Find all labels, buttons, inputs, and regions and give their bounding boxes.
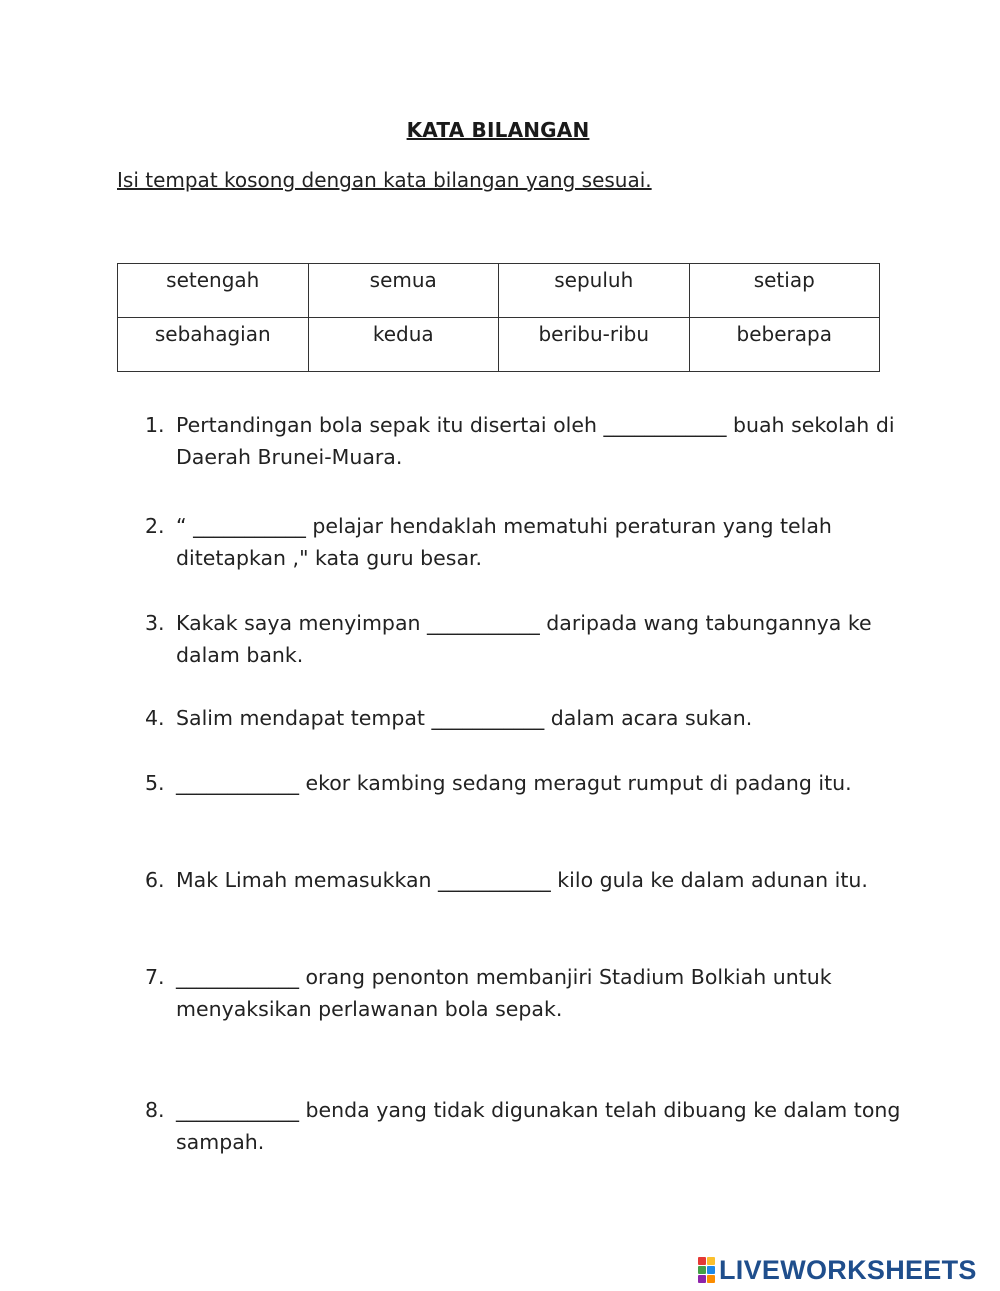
question-text: Pertandingan bola sepak itu disertai oleh ____________ buah sekolah di Daerah Brunei-Muara. bbox=[176, 413, 895, 469]
question-text: ____________ benda yang tidak digunakan telah dibuang ke dalam tong sampah. bbox=[176, 1098, 901, 1154]
question-item bbox=[145, 702, 905, 734]
question-number: 8. bbox=[145, 1098, 165, 1122]
question-text: Salim mendapat tempat ___________ dalam acara sukan. bbox=[176, 706, 753, 730]
question-item bbox=[145, 607, 905, 671]
question-number: 6. bbox=[145, 868, 165, 892]
logo-block bbox=[698, 1257, 706, 1265]
word-bank-cell: sepuluh bbox=[499, 264, 690, 318]
question-text: “ ___________ pelajar hendaklah mematuhi peraturan yang telah ditetapkan ," kata guru besar. bbox=[176, 514, 832, 570]
word-bank-cell: beribu-ribu bbox=[499, 318, 690, 372]
word-bank-row bbox=[118, 318, 880, 372]
question-text: Kakak saya menyimpan ___________ daripada wang tabungannya ke dalam bank. bbox=[176, 611, 872, 667]
question-number: 7. bbox=[145, 965, 165, 989]
question-number: 3. bbox=[145, 611, 165, 635]
word-bank-table bbox=[117, 263, 880, 372]
logo-block bbox=[707, 1275, 715, 1283]
question-number: 1. bbox=[145, 413, 165, 437]
question-number: 2. bbox=[145, 514, 165, 538]
question-text: ____________ orang penonton membanjiri Stadium Bolkiah untuk menyaksikan perlawanan bola sepak. bbox=[176, 965, 832, 1021]
logo-block bbox=[698, 1275, 706, 1283]
question-item bbox=[145, 1094, 905, 1158]
question-item bbox=[145, 510, 905, 574]
worksheet-title: KATA BILANGAN bbox=[406, 118, 590, 142]
word-bank-row bbox=[118, 264, 880, 318]
word-bank-cell: sebahagian bbox=[118, 318, 309, 372]
question-number: 4. bbox=[145, 706, 165, 730]
logo-block bbox=[707, 1266, 715, 1274]
question-number: 5. bbox=[145, 771, 165, 795]
question-text: Mak Limah memasukkan ___________ kilo gula ke dalam adunan itu. bbox=[176, 868, 868, 892]
word-bank-cell: setiap bbox=[689, 264, 880, 318]
worksheet-instruction: Isi tempat kosong dengan kata bilangan yang sesuai. bbox=[117, 168, 652, 192]
question-item bbox=[145, 961, 905, 1025]
question-text: ____________ ekor kambing sedang meragut rumput di padang itu. bbox=[176, 771, 852, 795]
logo-blocks-icon bbox=[698, 1257, 715, 1283]
word-bank-cell: semua bbox=[308, 264, 499, 318]
question-item bbox=[145, 864, 905, 896]
question-item bbox=[145, 409, 905, 473]
word-bank-cell: beberapa bbox=[689, 318, 880, 372]
logo-text: LIVEWORKSHEETS bbox=[719, 1254, 977, 1285]
word-bank-cell: kedua bbox=[308, 318, 499, 372]
liveworksheets-logo bbox=[698, 1254, 977, 1286]
question-item bbox=[145, 767, 905, 799]
logo-block bbox=[707, 1257, 715, 1265]
logo-block bbox=[698, 1266, 706, 1274]
word-bank-cell: setengah bbox=[118, 264, 309, 318]
